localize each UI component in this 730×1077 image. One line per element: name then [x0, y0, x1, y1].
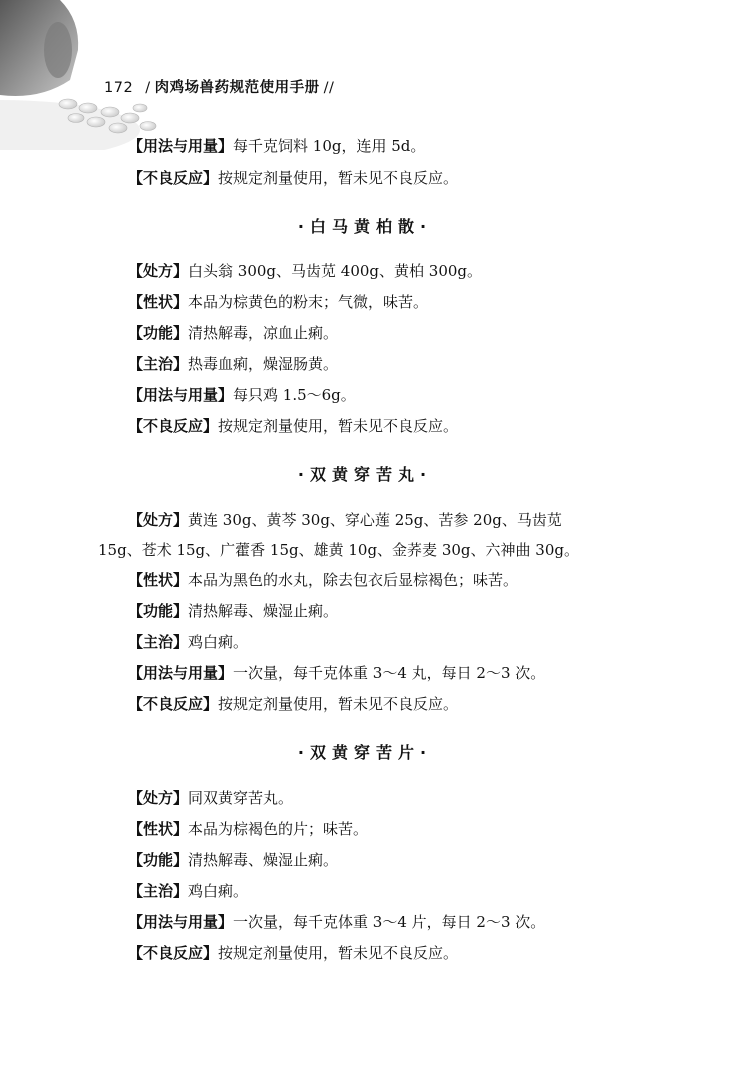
prescription-line: [128, 261, 482, 281]
adverse-text: 按规定剂量使用，暂未见不良反应。: [218, 169, 459, 187]
section-title: ·白马黄柏散·: [297, 217, 433, 236]
header-end-mark: //: [323, 80, 335, 96]
prescription-line: [128, 788, 293, 808]
usage-tag: 【用法与用量】: [128, 664, 234, 682]
prescription-tag: 【处方】: [128, 511, 189, 529]
usage-text: 一次量，每千克体重 3～4 片，每日 2～3 次。: [233, 913, 546, 931]
pill-bottle-decoration: [0, 0, 180, 150]
function-tag: 【功能】: [128, 851, 189, 869]
prescription-line-continued: 15g、苍术 15g、广藿香 15g、雄黄 10g、金荞麦 30g、六神曲 30g。: [98, 541, 579, 559]
usage-text: 每只鸡 1.5～6g。: [233, 386, 356, 404]
page-number: 172: [104, 80, 134, 96]
usage-tag: 【用法与用量】: [128, 913, 234, 931]
prescription-text: 白头翁 300g、马齿苋 400g、黄柏 300g。: [188, 262, 483, 280]
property-line: [128, 570, 518, 590]
property-line: [128, 292, 428, 312]
adverse-line: [128, 694, 458, 714]
indication-tag: 【主治】: [128, 882, 189, 900]
usage-line: [128, 136, 425, 156]
indication-text: 热毒血痢，燥湿肠黄。: [188, 355, 339, 373]
function-line: [128, 601, 338, 621]
property-text: 本品为棕褐色的片；味苦。: [188, 820, 369, 838]
property-tag: 【性状】: [128, 293, 189, 311]
book-title: 肉鸡场兽药规范使用手册: [154, 80, 320, 96]
prescription-text: 黄连 30g、黄芩 30g、穿心莲 25g、苦参 20g、马齿苋: [188, 511, 562, 529]
function-line: [128, 850, 338, 870]
property-tag: 【性状】: [128, 571, 189, 589]
property-line: [128, 819, 368, 839]
adverse-tag: 【不良反应】: [128, 944, 219, 962]
adverse-text: 按规定剂量使用，暂未见不良反应。: [218, 944, 459, 962]
adverse-text: 按规定剂量使用，暂未见不良反应。: [218, 695, 459, 713]
indication-line: [128, 881, 248, 901]
running-header: [104, 76, 338, 97]
section-title: ·双黄穿苦片·: [297, 743, 433, 762]
indication-line: [128, 354, 338, 374]
indication-line: [128, 632, 248, 652]
adverse-tag: 【不良反应】: [128, 169, 219, 187]
adverse-text: 按规定剂量使用，暂未见不良反应。: [218, 417, 459, 435]
header-separator: /: [145, 80, 151, 96]
adverse-tag: 【不良反应】: [128, 695, 219, 713]
usage-line: [128, 385, 356, 405]
usage-text: 每千克饲料 10g，连用 5d。: [233, 137, 426, 155]
adverse-tag: 【不良反应】: [128, 417, 219, 435]
prescription-tag: 【处方】: [128, 789, 189, 807]
prescription-line: [128, 510, 562, 530]
indication-tag: 【主治】: [128, 355, 189, 373]
usage-line: [128, 912, 545, 932]
function-text: 清热解毒，凉血止痢。: [188, 324, 339, 342]
section-title: ·双黄穿苦丸·: [297, 465, 433, 484]
indication-tag: 【主治】: [128, 633, 189, 651]
usage-tag: 【用法与用量】: [128, 386, 234, 404]
usage-tag: 【用法与用量】: [128, 137, 234, 155]
indication-text: 鸡白痢。: [188, 633, 249, 651]
indication-text: 鸡白痢。: [188, 882, 249, 900]
function-line: [128, 323, 338, 343]
usage-text: 一次量，每千克体重 3～4 丸，每日 2～3 次。: [233, 664, 546, 682]
prescription-text: 同双黄穿苦丸。: [188, 789, 294, 807]
property-text: 本品为黑色的水丸，除去包衣后显棕褐色；味苦。: [188, 571, 519, 589]
function-text: 清热解毒、燥湿止痢。: [188, 851, 339, 869]
usage-line: [128, 663, 545, 683]
prescription-tag: 【处方】: [128, 262, 189, 280]
function-text: 清热解毒、燥湿止痢。: [188, 602, 339, 620]
property-tag: 【性状】: [128, 820, 189, 838]
adverse-line: [128, 416, 458, 436]
function-tag: 【功能】: [128, 324, 189, 342]
adverse-line: [128, 943, 458, 963]
function-tag: 【功能】: [128, 602, 189, 620]
adverse-line: [128, 168, 458, 188]
property-text: 本品为棕黄色的粉末；气微，味苦。: [188, 293, 429, 311]
